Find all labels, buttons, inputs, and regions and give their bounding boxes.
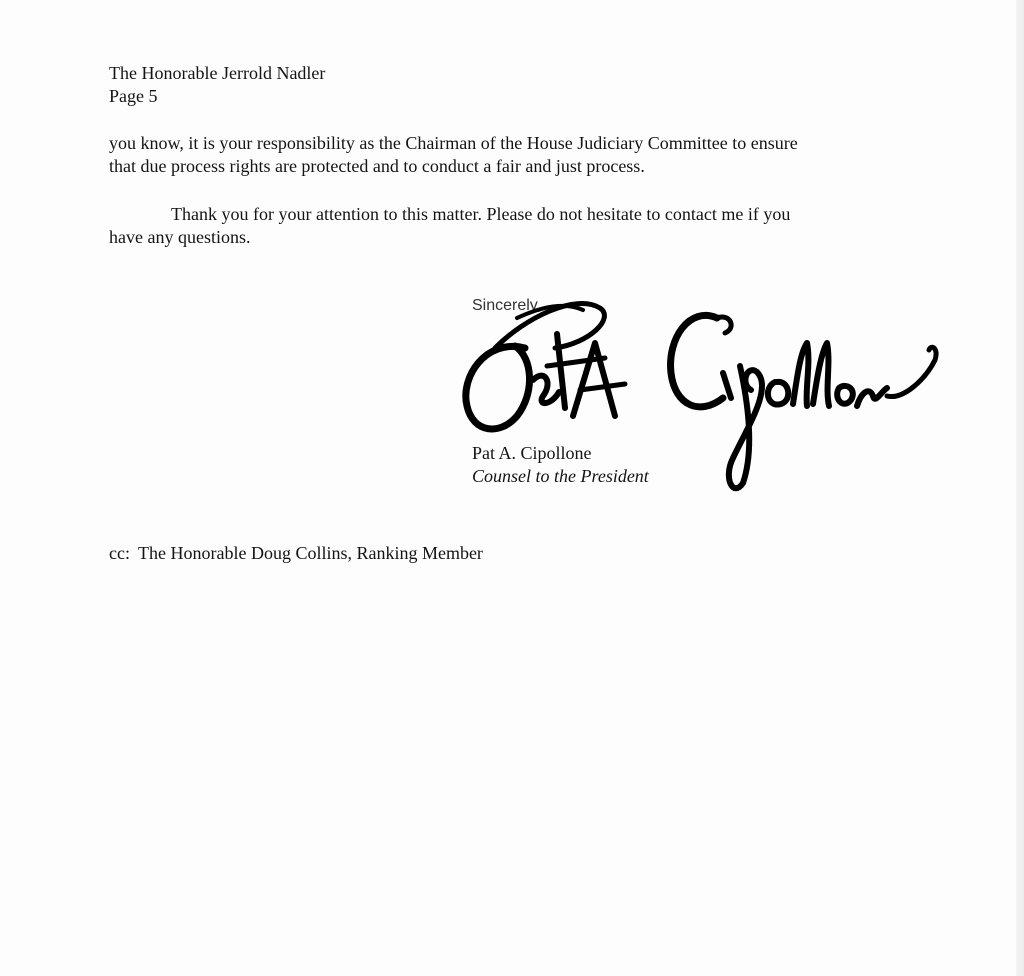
body-paragraph-2 [109, 203, 909, 249]
paragraph-2-line-2: have any questions. [109, 227, 251, 247]
closing-salutation: Sincerely, [472, 297, 542, 314]
paragraph-1-line-2: that due process rights are protected and to conduct a fair and just process. [109, 156, 645, 176]
signer-name: Pat A. Cipollone [472, 443, 592, 463]
body-paragraph-1 [109, 132, 909, 178]
cc-recipient: The Honorable Doug Collins, Ranking Member [137, 543, 483, 563]
paragraph-2-line-1: Thank you for your attention to this matter. Please do not hesitate to contact me if you [171, 204, 791, 224]
signature-block [472, 442, 649, 488]
paragraph-1-line-1: you know, it is your responsibility as the Chairman of the House Judiciary Committee to ensure [109, 133, 798, 153]
page-number: Page 5 [109, 86, 158, 106]
cc-line [109, 542, 483, 565]
addressee-line: The Honorable Jerrold Nadler [109, 63, 326, 83]
signer-title: Counsel to the President [472, 466, 649, 486]
letter-header [109, 62, 325, 108]
cc-label: cc: [109, 543, 130, 563]
page-edge-shadow [1016, 0, 1024, 976]
